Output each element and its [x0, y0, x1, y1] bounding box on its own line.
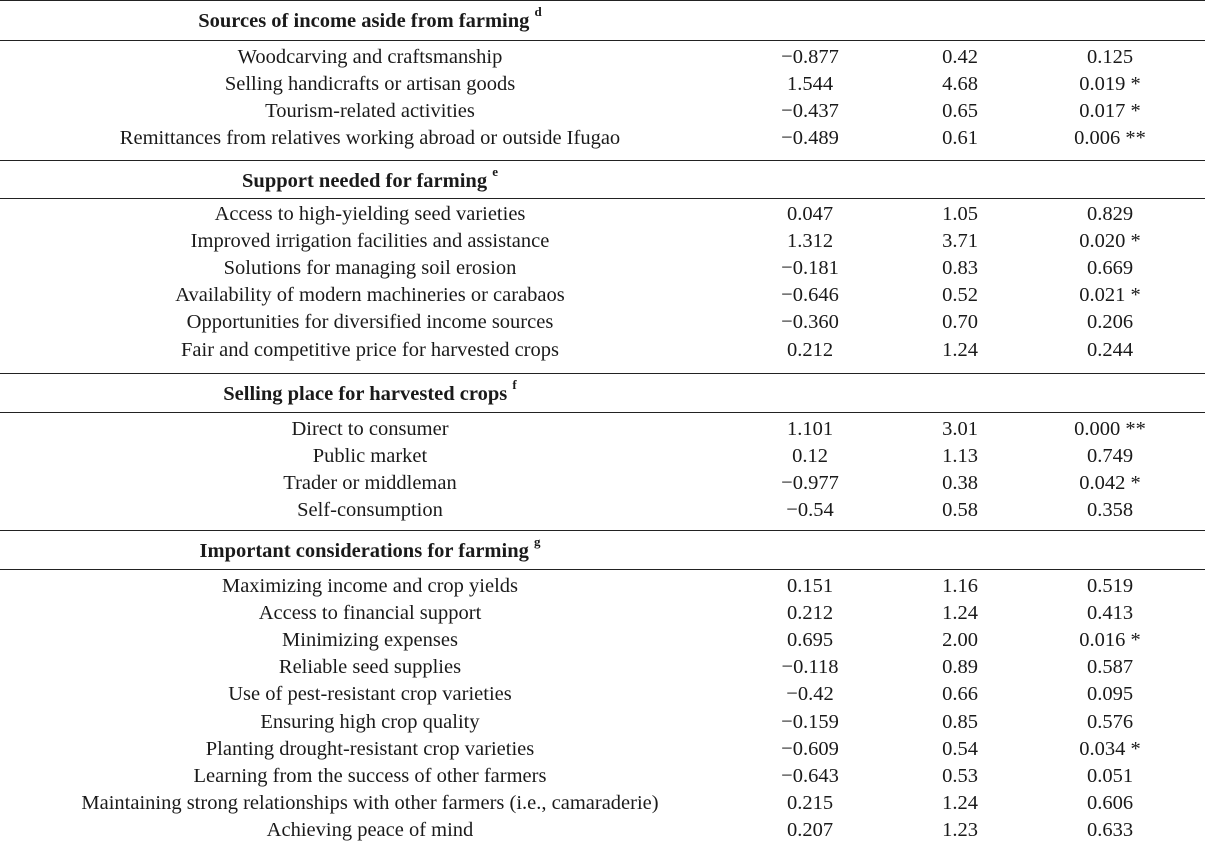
- table-row: [0, 127, 1205, 154]
- odds-ratio-cell: 1.24: [942, 791, 978, 814]
- p-value-cell: 0.125: [1086, 46, 1134, 68]
- p-value-cell: 0.051: [1086, 764, 1134, 787]
- coefficient-cell: 1.312: [786, 230, 834, 253]
- table-row: [0, 339, 1205, 366]
- coefficient-cell: 0.212: [786, 602, 834, 625]
- p-value-cell: 0.829: [1086, 203, 1134, 225]
- table-row: [0, 738, 1205, 765]
- section-header-rule: [0, 412, 1205, 413]
- p-value-cell: 0.006 **: [1074, 127, 1146, 150]
- coefficient-cell: −0.159: [781, 710, 839, 733]
- p-value-cell: 0.016 *: [1079, 629, 1141, 652]
- table-row: [0, 683, 1205, 710]
- section-title-text: Sources of income aside from farming: [198, 9, 530, 32]
- coefficient-cell: −0.643: [781, 764, 839, 787]
- table-row: [0, 284, 1205, 311]
- coefficient-cell: −0.489: [781, 127, 839, 150]
- table-row: [0, 418, 1205, 445]
- p-value-cell: 0.519: [1086, 575, 1134, 597]
- table-row: [0, 100, 1205, 127]
- row-label: Improved irrigation facilities and assistance: [190, 230, 550, 253]
- p-value-cell: 0.020 *: [1079, 230, 1141, 253]
- table-row: [0, 311, 1205, 338]
- section-header-rule: [0, 569, 1205, 570]
- odds-ratio-cell: 0.42: [942, 46, 978, 68]
- odds-ratio-cell: 0.83: [942, 257, 978, 280]
- p-value-cell: 0.206: [1086, 311, 1134, 334]
- coefficient-cell: −0.437: [781, 100, 839, 123]
- coefficient-cell: −0.181: [781, 257, 839, 280]
- odds-ratio-cell: 0.52: [942, 284, 978, 307]
- odds-ratio-cell: 0.38: [942, 472, 978, 495]
- table-row: [0, 203, 1205, 230]
- row-label: Learning from the success of other farmers: [193, 764, 547, 787]
- section-top-rule: [0, 373, 1205, 374]
- odds-ratio-cell: 0.61: [942, 127, 978, 150]
- table-row: [0, 819, 1205, 846]
- section-title: [0, 377, 740, 406]
- p-value-cell: 0.633: [1086, 818, 1134, 841]
- section-header-rule: [0, 198, 1205, 199]
- odds-ratio-cell: 2.00: [942, 629, 978, 652]
- p-value-cell: 0.017 *: [1079, 100, 1141, 123]
- section-footnote-marker: d: [534, 4, 542, 19]
- odds-ratio-cell: 0.70: [942, 311, 978, 334]
- section-title: [0, 4, 740, 33]
- coefficient-cell: 0.12: [792, 445, 828, 468]
- table-row: [0, 73, 1205, 100]
- p-value-cell: 0.021 *: [1079, 284, 1141, 307]
- table-row: [0, 445, 1205, 472]
- table-row: [0, 629, 1205, 656]
- row-label: Minimizing expenses: [282, 629, 458, 652]
- section-top-rule: [0, 160, 1205, 161]
- p-value-cell: 0.000 **: [1074, 418, 1146, 440]
- row-label: Availability of modern machineries or carabaos: [175, 284, 565, 307]
- odds-ratio-cell: 0.89: [942, 656, 978, 679]
- p-value-cell: 0.042 *: [1079, 472, 1141, 495]
- row-label: Public market: [312, 445, 428, 468]
- row-label: Reliable seed supplies: [278, 656, 462, 679]
- p-value-cell: 0.606: [1086, 791, 1134, 814]
- odds-ratio-cell: 0.85: [942, 710, 978, 733]
- section-title-text: Support needed for farming: [242, 169, 488, 192]
- table-row: [0, 792, 1205, 819]
- odds-ratio-cell: 3.01: [942, 418, 978, 440]
- odds-ratio-cell: 0.58: [942, 499, 978, 522]
- p-value-cell: 0.587: [1086, 656, 1134, 679]
- odds-ratio-cell: 1.24: [942, 602, 978, 625]
- row-label: Direct to consumer: [291, 418, 449, 440]
- coefficient-cell: −0.42: [786, 683, 834, 706]
- odds-ratio-cell: 1.24: [942, 338, 978, 361]
- odds-ratio-cell: 0.53: [942, 764, 978, 787]
- table-row: [0, 765, 1205, 792]
- row-label: Maintaining strong relationships with other farmers (i.e., camaraderie): [81, 791, 659, 814]
- coefficient-cell: 0.212: [786, 338, 834, 361]
- p-value-cell: 0.244: [1086, 338, 1134, 361]
- coefficient-cell: −0.646: [781, 284, 839, 307]
- row-label: Woodcarving and craftsmanship: [237, 46, 503, 68]
- row-label: Trader or middleman: [283, 472, 457, 495]
- row-label: Fair and competitive price for harvested crops: [181, 338, 559, 361]
- odds-ratio-cell: 1.13: [942, 445, 978, 468]
- coefficient-cell: 0.047: [786, 203, 834, 225]
- row-label: Self-consumption: [297, 499, 443, 522]
- section-title-text: Important considerations for farming: [199, 539, 529, 562]
- section-title-text: Selling place for harvested crops: [223, 382, 508, 405]
- table-row: [0, 46, 1205, 73]
- p-value-cell: 0.576: [1086, 710, 1134, 733]
- row-label: Opportunities for diversified income sources: [186, 311, 554, 334]
- table-row: [0, 602, 1205, 629]
- coefficient-cell: −0.360: [781, 311, 839, 334]
- section-top-rule: [0, 530, 1205, 531]
- odds-ratio-cell: 0.66: [942, 683, 978, 706]
- table-row: [0, 257, 1205, 284]
- row-label: Planting drought-resistant crop varieties: [205, 737, 535, 760]
- coefficient-cell: 0.695: [786, 629, 834, 652]
- row-label: Remittances from relatives working abroad or outside Ifugao: [119, 127, 621, 150]
- odds-ratio-cell: 1.05: [942, 203, 978, 225]
- section-footnote-marker: g: [533, 534, 541, 549]
- row-label: Access to high-yielding seed varieties: [214, 203, 526, 225]
- section-header-rule: [0, 40, 1205, 41]
- section-footnote-marker: e: [492, 164, 498, 179]
- table-row: [0, 499, 1205, 526]
- odds-ratio-cell: 4.68: [942, 73, 978, 96]
- row-label: Use of pest-resistant crop varieties: [228, 683, 512, 706]
- p-value-cell: 0.749: [1086, 445, 1134, 468]
- row-label: Tourism-related activities: [265, 100, 475, 123]
- row-label: Selling handicrafts or artisan goods: [224, 73, 516, 96]
- coefficient-cell: −0.54: [786, 499, 834, 522]
- p-value-cell: 0.413: [1086, 602, 1134, 625]
- odds-ratio-cell: 3.71: [942, 230, 978, 253]
- section-footnote-marker: f: [512, 377, 517, 392]
- coefficient-cell: 1.101: [786, 418, 834, 440]
- coefficient-cell: −0.609: [781, 737, 839, 760]
- odds-ratio-cell: 0.54: [942, 737, 978, 760]
- table-row: [0, 711, 1205, 738]
- row-label: Maximizing income and crop yields: [221, 575, 519, 597]
- table-row: [0, 656, 1205, 683]
- row-label: Access to financial support: [258, 602, 482, 625]
- coefficient-cell: −0.118: [781, 656, 839, 679]
- row-label: Achieving peace of mind: [266, 818, 474, 841]
- odds-ratio-cell: 1.16: [942, 575, 978, 597]
- section-title: [0, 164, 740, 193]
- table-row: [0, 230, 1205, 257]
- coefficient-cell: 0.215: [786, 791, 834, 814]
- odds-ratio-cell: 0.65: [942, 100, 978, 123]
- table-row: [0, 472, 1205, 499]
- section-top-rule: [0, 0, 1205, 1]
- coefficient-cell: 0.151: [786, 575, 834, 597]
- coefficient-cell: 1.544: [786, 73, 834, 96]
- p-value-cell: 0.358: [1086, 499, 1134, 522]
- row-label: Solutions for managing soil erosion: [223, 257, 517, 280]
- p-value-cell: 0.669: [1086, 257, 1134, 280]
- coefficient-cell: −0.877: [781, 46, 839, 68]
- p-value-cell: 0.095: [1086, 683, 1134, 706]
- p-value-cell: 0.019 *: [1079, 73, 1141, 96]
- coefficient-cell: −0.977: [781, 472, 839, 495]
- odds-ratio-cell: 1.23: [942, 818, 978, 841]
- p-value-cell: 0.034 *: [1079, 737, 1141, 760]
- section-title: [0, 534, 740, 563]
- row-label: Ensuring high crop quality: [260, 710, 480, 733]
- coefficient-cell: 0.207: [786, 818, 834, 841]
- table-row: [0, 575, 1205, 602]
